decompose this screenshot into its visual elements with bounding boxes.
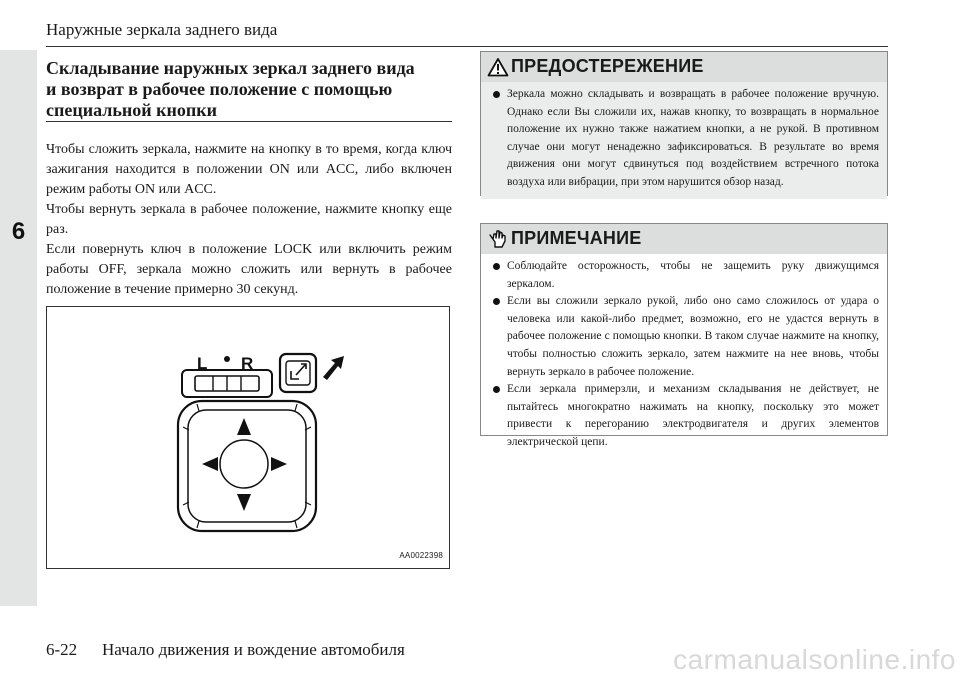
note-item-text: Если вы сложили зеркало рукой, либо оно само сложилось от удара о человека или какой-либо предмет, возможно, его не удастся вернуть в рабочее положение с помощью кнопки. В таком случае нажмите на кнопку, чтобы полностью сложить зеркало, затем нажмите на нее вновь, чтобы вернуть зеркало в рабочее положение. <box>507 295 879 378</box>
warning-header <box>481 52 887 82</box>
watermark-text: carmanualsonline.info <box>673 644 956 675</box>
bullet-icon <box>493 91 500 98</box>
note-hand-icon <box>487 229 509 249</box>
bullet-icon <box>493 263 500 270</box>
bullet-icon <box>493 386 500 393</box>
bullet-icon <box>493 298 500 305</box>
up-arrow-icon <box>237 418 251 435</box>
section-title-line: и возврат в рабочее положение с помощью <box>46 79 393 99</box>
down-arrow-icon <box>237 494 251 511</box>
running-header: Наружные зеркала заднего вида <box>46 20 278 39</box>
chapter-number: 6 <box>11 218 26 245</box>
fold-button-icon <box>280 354 316 392</box>
note-box <box>480 223 888 448</box>
header-divider <box>46 46 888 47</box>
warning-body <box>481 82 887 199</box>
warning-triangle-icon <box>487 57 509 77</box>
selector-left-label: L <box>197 354 208 373</box>
body-paragraph: Чтобы вернуть зеркала в рабочее положение, нажмите кнопку еще раз. <box>46 202 452 237</box>
figure-code: AA0022398 <box>399 551 443 560</box>
note-body <box>481 254 887 452</box>
selector-dot <box>224 356 230 362</box>
body-paragraph: Чтобы сложить зеркала, нажмите на кнопку в то время, когда ключ зажигания находится в положении ON или ACC, либо включен режим работы ON или ACC. <box>46 142 452 197</box>
chapter-side-tab <box>0 50 37 606</box>
warning-item-text: Зеркала можно складывать и возвращать в рабочее положение вручную. Однако если Вы сложили их, нажав кнопку, то возвращать в нормальное положение их нужно также нажатием кнопки, а не рукой. В противном случае они могут ненадежно зафиксироваться. В результате во время движения они могут сдвинуться под воздействием встречного потока воздуха или вибрации, при этом нарушится обзор назад. <box>507 88 879 188</box>
section-body <box>46 140 452 300</box>
pointer-arrow-icon <box>323 356 344 380</box>
warning-box <box>480 51 888 196</box>
page-footer <box>46 640 405 660</box>
mirror-switch-illustration <box>47 307 451 570</box>
warning-item <box>491 86 879 192</box>
note-item <box>491 381 879 451</box>
section-title <box>46 58 446 121</box>
note-title: ПРИМЕЧАНИЕ <box>511 228 642 248</box>
section-title-line: специальной кнопки <box>46 100 217 120</box>
selector-right-label: R <box>241 354 254 373</box>
mirror-adjust-pad <box>178 401 316 531</box>
footer-chapter-title: Начало движения и вождение автомобиля <box>102 640 405 659</box>
left-arrow-icon <box>202 457 218 471</box>
section-title-line: Складывание наружных зеркал заднего вида <box>46 58 415 78</box>
note-item-text: Если зеркала примерзли, и механизм складывания не действует, не пытайтесь многократно нажимать на кнопку, поскольку это может привести к перегоранию электродвигателя и других элементов электрической цепи. <box>507 383 879 448</box>
note-header <box>481 224 887 254</box>
page-number: 6-22 <box>46 640 78 659</box>
right-arrow-icon <box>271 457 287 471</box>
note-item <box>491 258 879 293</box>
note-item-text: Соблюдайте осторожность, чтобы не защемить руку движущимся зеркалом. <box>507 260 879 290</box>
section-divider <box>46 121 452 122</box>
note-list <box>491 258 879 452</box>
note-item <box>491 293 879 381</box>
warning-list <box>491 86 879 192</box>
lr-selector-switch <box>182 370 272 397</box>
warning-title: ПРЕДОСТЕРЕЖЕНИЕ <box>511 56 704 76</box>
mirror-switch-figure <box>46 306 450 569</box>
body-paragraph: Если повернуть ключ в положение LOCK или включить режим работы OFF, зеркала можно сложить или вернуть в рабочее положение в течение примерно 30 секунд. <box>46 242 452 297</box>
